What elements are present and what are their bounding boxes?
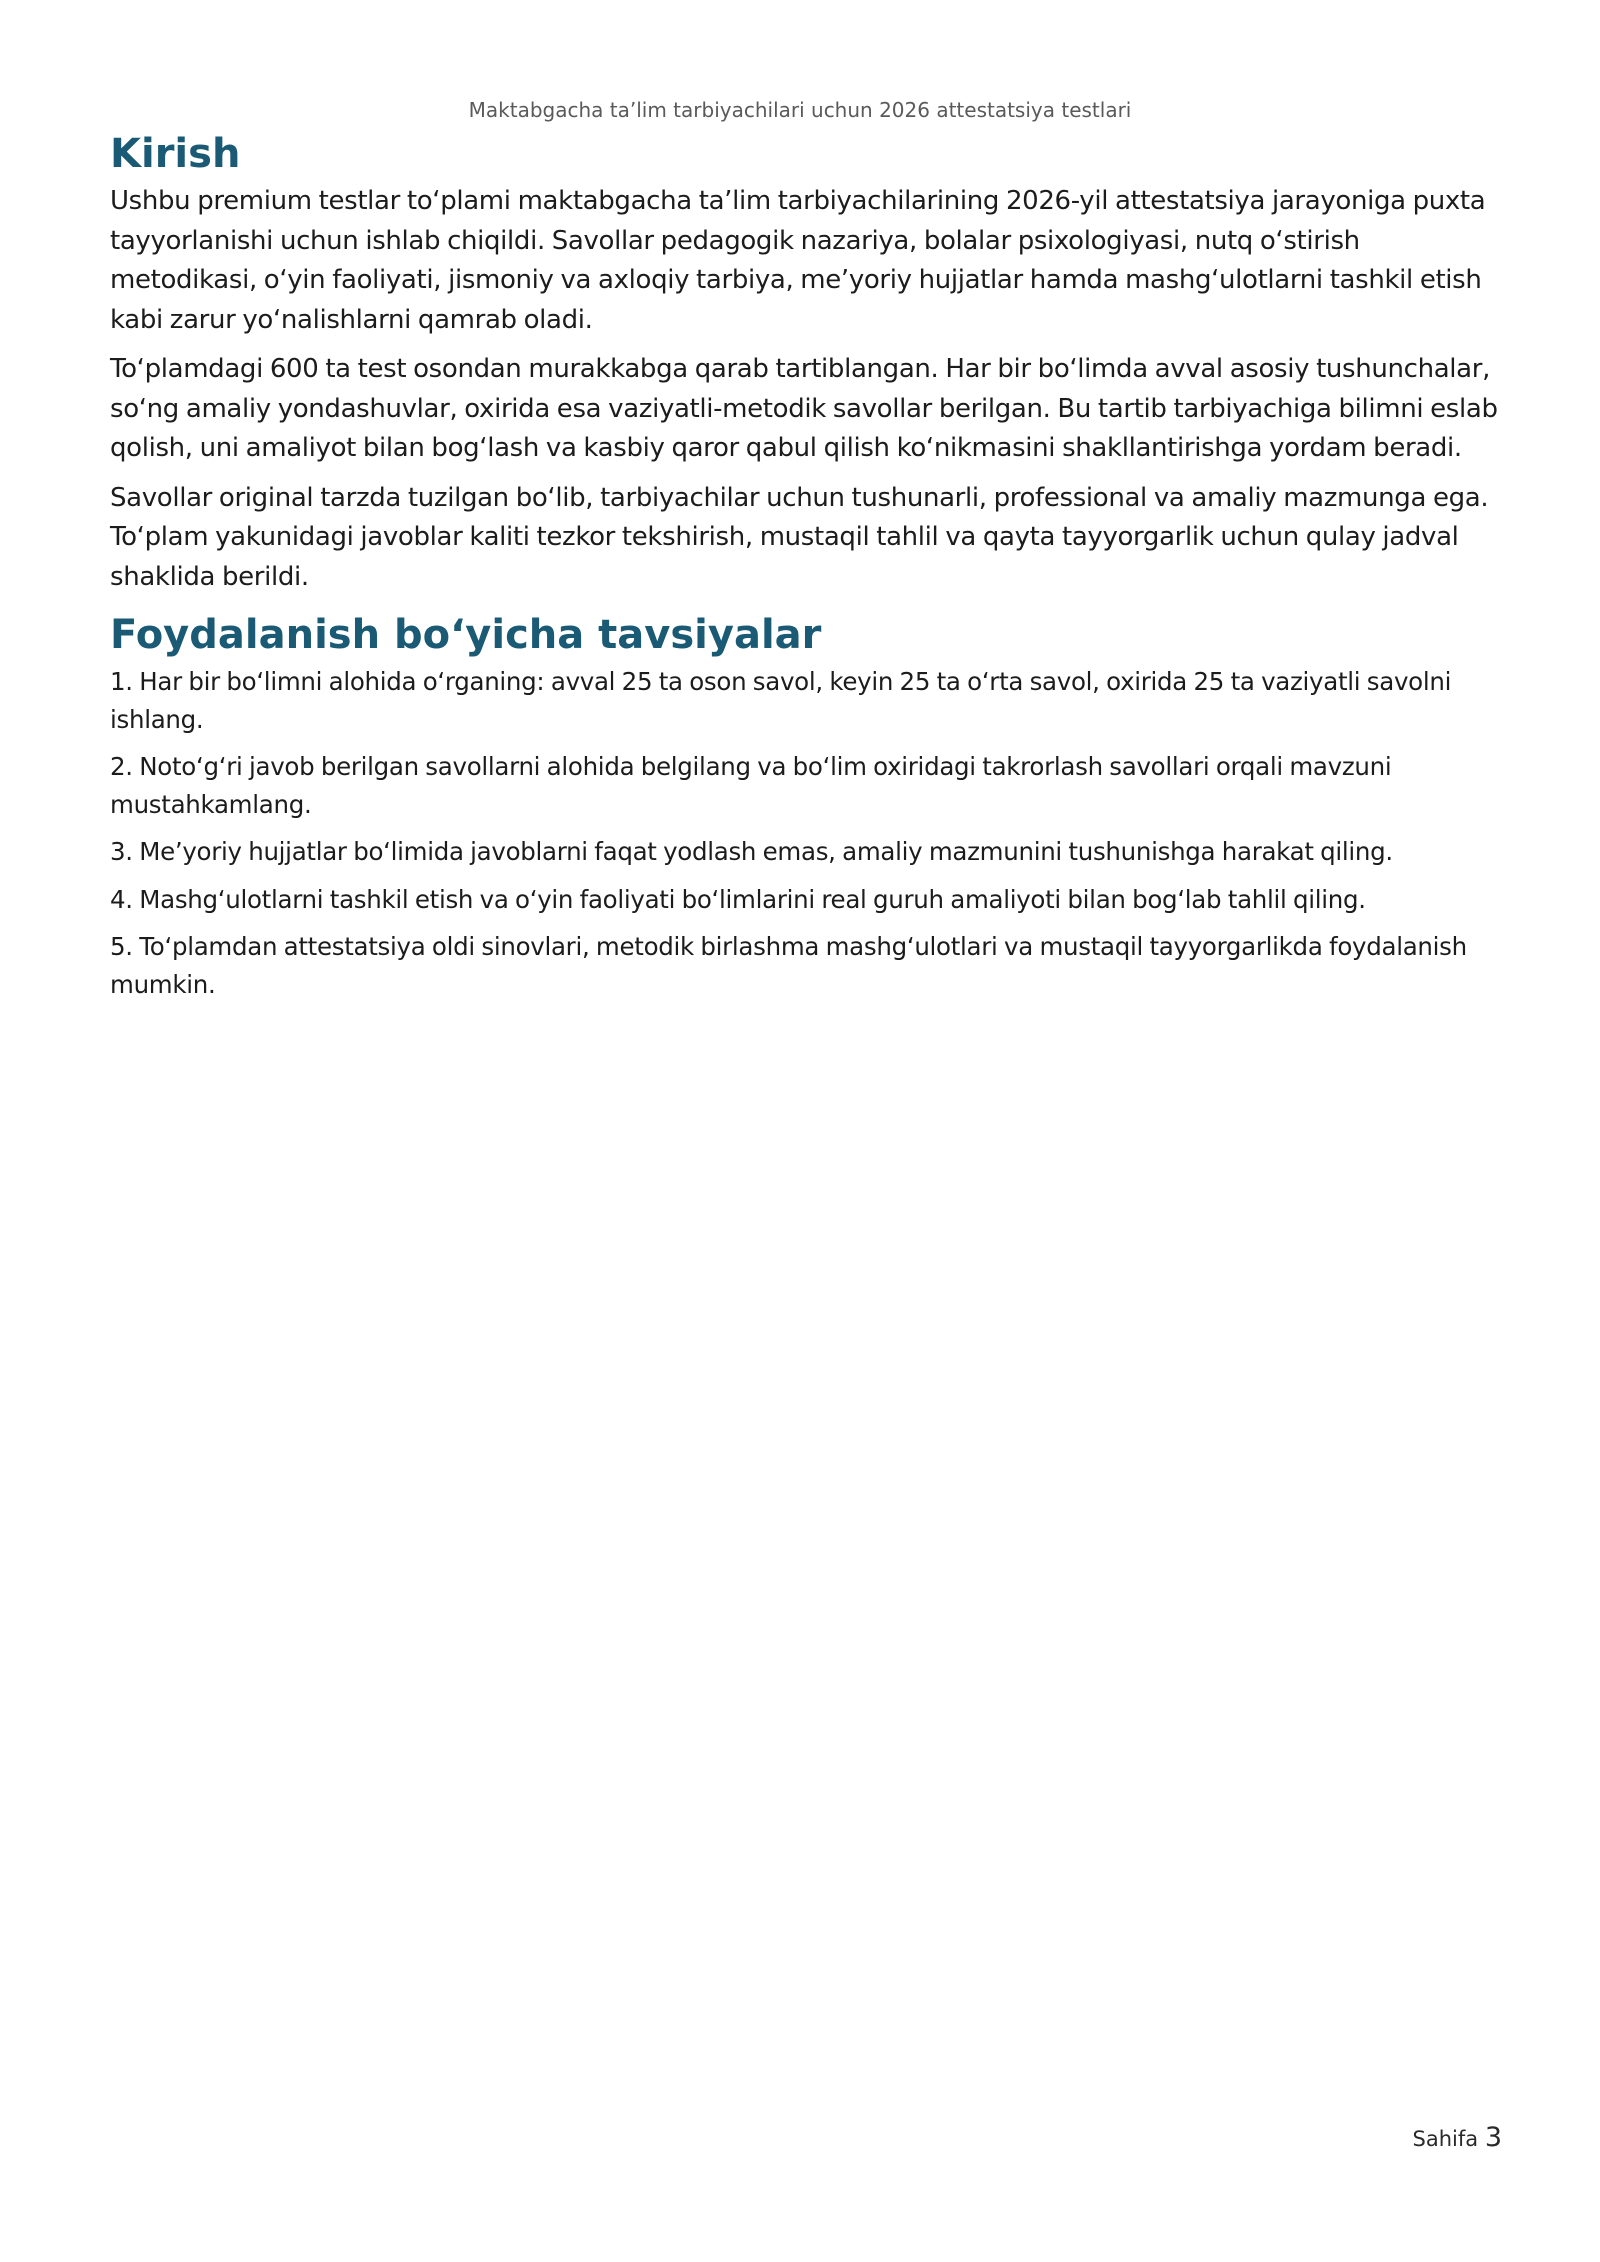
page-content — [110, 126, 1502, 1013]
tips-list-item: 2. Noto‘g‘ri javob berilgan savollarni alohida belgilang va bo‘lim oxiridagi takrorlash savollari orqali mavzuni mustahkamlang. — [110, 752, 1392, 819]
intro-heading: Kirish — [110, 131, 241, 177]
tips-list — [110, 663, 1502, 1003]
intro-paragraph: Ushbu premium testlar to‘plami maktabgacha ta’lim tarbiyachilarining 2026-yil attestatsiya jarayoniga puxta tayyorlanishi uchun ishlab chiqildi. Savollar pedagogik nazariya, bolalar psixologiyasi, nutq o‘stirish metodikasi, o‘yin faoliyati, jismoniy va axloqiy tarbiya, me’yoriy hujjatlar hamda mashg‘ulotlarni tashkil etish kabi zarur yo‘nalishlarni qamrab oladi. — [110, 186, 1486, 335]
tips-list-item: 3. Me’yoriy hujjatlar bo‘limida javoblarni faqat yodlash emas, amaliy mazmunini tushunishga harakat qiling. — [110, 837, 1393, 866]
page-label: Sahifa — [1412, 2127, 1479, 2151]
tips-heading: Foydalanish bo‘yicha tavsiyalar — [110, 612, 822, 658]
tips-list-item: 4. Mashg‘ulotlarni tashkil etish va o‘yin faoliyati bo‘limlarini real guruh amaliyoti bilan bog‘lab tahlil qiling. — [110, 884, 1366, 914]
running-header: Maktabgacha ta’lim tarbiyachilari uchun 2026 attestatsiya testlari — [468, 98, 1132, 122]
intro-paragraph: Savollar original tarzda tuzilgan bo‘lib, tarbiyachilar uchun tushunarli, professional va amaliy mazmunga ega. To‘plam yakunidagi javoblar kaliti tezkor tekshirish, mustaqil tahlil va qayta tayyorgarlik uchun qulay jadval shaklida berildi. — [110, 482, 1489, 592]
tips-list-item: 1. Har bir bo‘limni alohida o‘rganing: avval 25 ta oson savol, keyin 25 ta o‘rta savol, oxirida 25 ta vaziyatli savolni ishlang. — [110, 667, 1452, 734]
page-number: 3 — [1484, 2122, 1502, 2153]
page-footer — [1413, 2122, 1502, 2153]
intro-paragraph: To‘plamdagi 600 ta test osondan murakkabga qarab tartiblangan. Har bir bo‘limda avval asosiy tushunchalar, so‘ng amaliy yondashuvlar, oxirida esa vaziyatli-metodik savollar berilgan. Bu tartib tarbiyachiga bilimni eslab qolish, uni amaliyot bilan bog‘lash va kasbiy qaror qabul qilish ko‘nikmasini shakllantirishga yordam beradi. — [110, 354, 1498, 463]
tips-list-item: 5. To‘plamdan attestatsiya oldi sinovlari, metodik birlashma mashg‘ulotlari va mustaqil tayyorgarlikda foydalanish mumkin. — [110, 932, 1467, 999]
